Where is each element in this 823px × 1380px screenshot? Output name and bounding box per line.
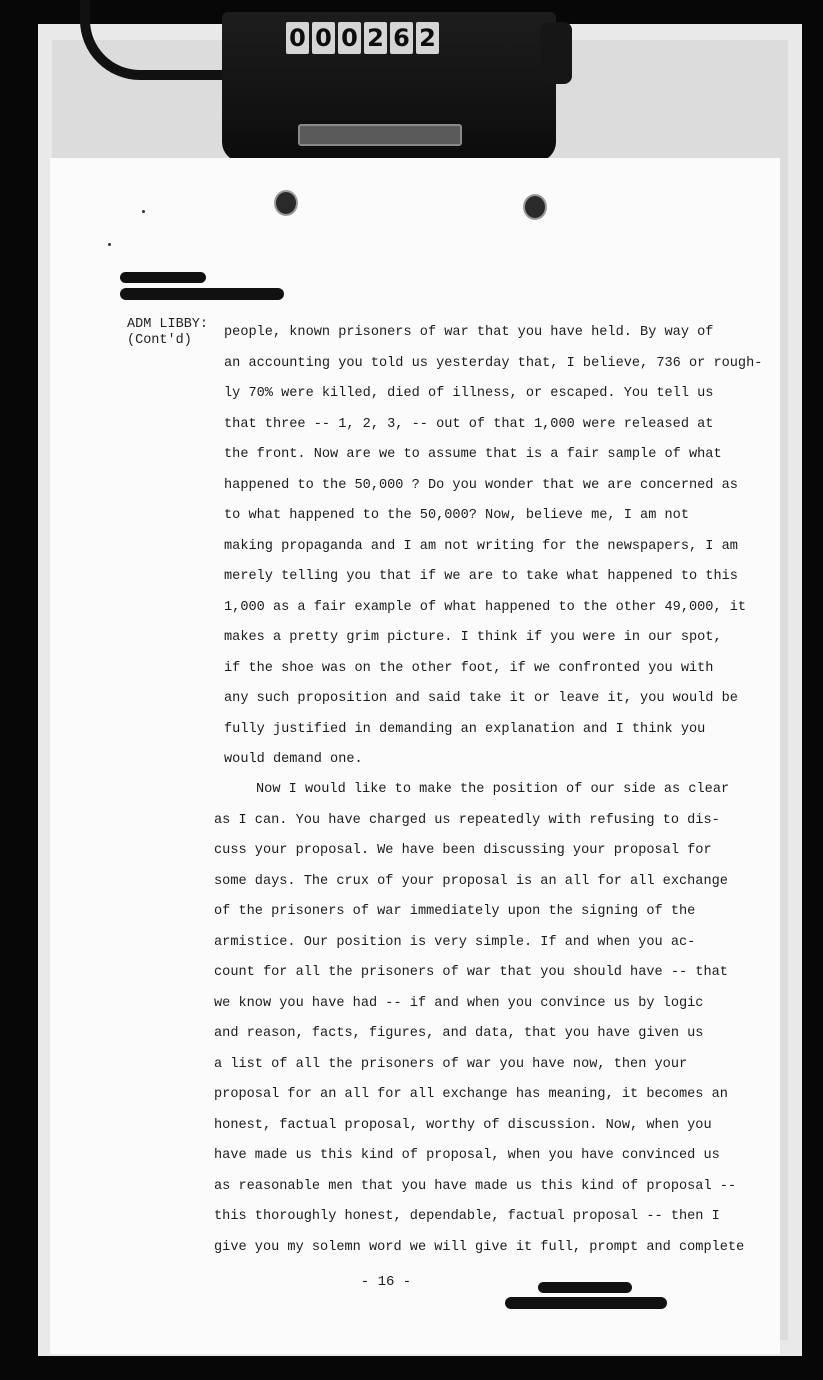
text-line: ly 70% were killed, died of illness, or escaped. You tell us	[224, 386, 714, 401]
text-line: armistice. Our position is very simple. If and when you ac-	[214, 934, 696, 950]
counter-digit: 6	[390, 22, 413, 54]
text-line: Now I would like to make the position of our side as clear	[256, 782, 730, 797]
text-line: fully justified in demanding an explanation and I think you	[224, 721, 706, 737]
redaction-bar	[120, 288, 284, 300]
text-line: honest, factual proposal, worthy of discussion. Now, when you	[214, 1117, 712, 1133]
counter-knob	[540, 22, 572, 84]
counter-nameplate	[298, 124, 462, 146]
text-line: people, known prisoners of war that you have held. By way of	[224, 325, 714, 340]
text-line: any such proposition and said take it or leave it, you would be	[224, 691, 738, 706]
text-line: as I can. You have charged us repeatedly with refusing to dis-	[214, 812, 720, 828]
counter-digit: 0	[312, 22, 335, 54]
counter-digit: 0	[338, 22, 361, 54]
text-line: an accounting you told us yesterday that, I believe, 736 or rough-	[224, 355, 763, 371]
text-line: we know you have had -- if and when you convince us by logic	[214, 995, 704, 1011]
speaker-continued: (Cont'd)	[127, 333, 192, 348]
text-line: if the shoe was on the other foot, if we confronted you with	[224, 660, 714, 676]
speaker-name: ADM LIBBY:	[127, 317, 209, 332]
text-line: to what happened to the 50,000? Now, believe me, I am not	[224, 508, 689, 523]
text-line: of the prisoners of war immediately upon the signing of the	[214, 904, 696, 919]
counter-digit: 0	[286, 22, 309, 54]
page-number: - 16 -	[360, 1274, 412, 1290]
text-line: as reasonable men that you have made us this kind of proposal --	[214, 1178, 737, 1194]
paragraph-2	[214, 775, 745, 1263]
text-line: the front. Now are we to assume that is a fair sample of what	[224, 447, 722, 462]
text-line: merely telling you that if we are to take what happened to this	[224, 569, 738, 584]
text-line: some days. The crux of your proposal is an all for all exchange	[214, 873, 728, 889]
frame-counter-digits	[286, 22, 439, 56]
speck	[142, 210, 145, 213]
counter-digit: 2	[416, 22, 439, 54]
text-line: would demand one.	[224, 752, 363, 767]
text-line: give you my solemn word we will give it full, prompt and complete	[214, 1239, 745, 1255]
redaction-bar	[538, 1282, 632, 1293]
paragraph-1	[224, 318, 763, 776]
redaction-bar	[120, 272, 206, 283]
text-line: that three -- 1, 2, 3, -- out of that 1,000 were released at	[224, 416, 714, 432]
text-line: cuss your proposal. We have been discussing your proposal for	[214, 843, 712, 858]
text-line: proposal for an all for all exchange has meaning, it becomes an	[214, 1087, 728, 1102]
punch-hole	[523, 194, 547, 220]
text-line: have made us this kind of proposal, when you have convinced us	[214, 1148, 720, 1163]
text-line: 1,000 as a fair example of what happened to the other 49,000, it	[224, 599, 747, 615]
text-line: makes a pretty grim picture. I think if you were in our spot,	[224, 630, 722, 645]
text-line: making propaganda and I am not writing for the newspapers, I am	[224, 538, 738, 554]
punch-hole	[274, 190, 298, 216]
text-line: count for all the prisoners of war that you should have -- that	[214, 965, 728, 980]
text-line: a list of all the prisoners of war you have now, then your	[214, 1056, 688, 1072]
text-line: and reason, facts, figures, and data, that you have given us	[214, 1026, 704, 1041]
redaction-bar	[505, 1297, 667, 1309]
counter-digit: 2	[364, 22, 387, 54]
speaker-label	[127, 317, 219, 349]
text-line: this thoroughly honest, dependable, factual proposal -- then I	[214, 1209, 720, 1224]
speck	[108, 243, 111, 246]
text-line: happened to the 50,000 ? Do you wonder that we are concerned as	[224, 477, 738, 493]
